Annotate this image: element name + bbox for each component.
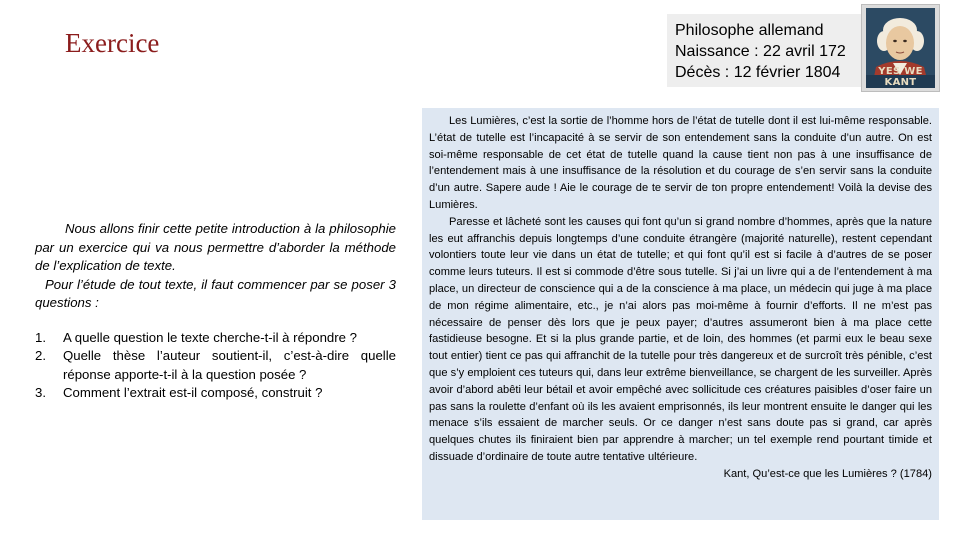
intro-paragraph-2: Pour l’étude de tout texte, il faut commencer par se poser 3 questions : [35,276,396,310]
question-text: Quelle thèse l’auteur soutient-il, c’est-à-dire quelle réponse apporte-t-il à la question posée ? [63,348,396,382]
intro-text-block [35,220,396,403]
author-birth: Naissance : 22 avril 172 [675,43,846,60]
questions-list [35,329,396,403]
slide-title: Exercice [65,28,160,58]
question-item [35,329,396,348]
excerpt-paragraph-2: Paresse et lâcheté sont les causes qui font qu’un si grand nombre d’hommes, après que la nature les eut affranchis depuis longtemps d’une conduite étrangère (majorité naturelle), restent cependant volontiers toute leur vie dans un état de tutelle; et qui font qu’il est si facile à d’autres de se poser comme leurs tuteurs. Il est si commode d’être sous tutelle. Si j’ai un livre qui a de l’entendement à ma place, un directeur de conscience qui a de la conscience à ma place, un médecin qui juge à ma place de mon régime alimentaire, etc., je n’ai alors pas moi-même à fournir d’efforts. Il ne m’est pas nécessaire de penser dès lors que je peux payer; d’autres assumeront bien à ma place cette fastidieuse besogne. Et si la plus grande partie, et de loin, des hommes (et parmi eux le beau sexe tout entier) tient ce pas qui affranchit de la tutelle pour très dangereux et de surcroît très pénible, c’est que s’y emploient ces tuteurs qui, dans leur extrême bienveillance, se chargent de les surveiller. Après avoir d’abord abêti leur bétail et avoir empêché avec sollicitude ces créatures paisibles d’oser faire un pas sans la roulette d’enfant où ils les avaient emprisonnés, ils leur montrent ensuite le danger qui les menace s’ils essaient de marcher seuls. Or ce danger n’est sans doute pas si grand, car après quelques chutes ils finiraient bien par apprendre à marcher; un tel exemple rend pourtant timide et dissuade d’ordinaire de toute autre tentative ultérieure. [429,215,932,463]
question-item [35,384,396,403]
question-number: 3. [35,385,46,400]
kant-portrait-image [861,4,940,92]
question-number: 1. [35,329,46,345]
kant-excerpt-box [422,108,939,520]
author-death: Décès : 12 février 1804 [675,64,841,81]
author-nationality: Philosophe allemand [675,22,824,39]
excerpt-source: Kant, Qu’est-ce que les Lumières ? (1784) [723,467,932,480]
portrait-caption: YES WE KANT [878,66,923,88]
intro-paragraph-1: Nous allons finir cette petite introduction à la philosophie par un exercice qui va nous permettre d’aborder la méthode de l’explication de texte. [35,221,396,273]
question-number: 2. [35,348,46,363]
question-text: Comment l’extrait est-il composé, construit ? [63,385,323,400]
author-bio-box [667,14,861,87]
question-item [35,347,396,384]
excerpt-paragraph-1: Les Lumières, c’est la sortie de l’homme hors de l’état de tutelle dont il est lui-même responsable. L’état de tutelle est l’incapacité à se servir de son entendement sans la conduite d’un autre. On est soi-même responsable de cet état de tutelle quand la cause tient non pas à une insuffisance de l’entendement mais à une insuffisance de la résolution et du courage de s’en servir sans la conduite d’un autre. Sapere aude ! Aie le courage de te servir de ton propre entendement! Voilà la devise des Lumières. [429,115,932,211]
question-text: A quelle question le texte cherche-t-il à répondre ? [63,329,357,345]
